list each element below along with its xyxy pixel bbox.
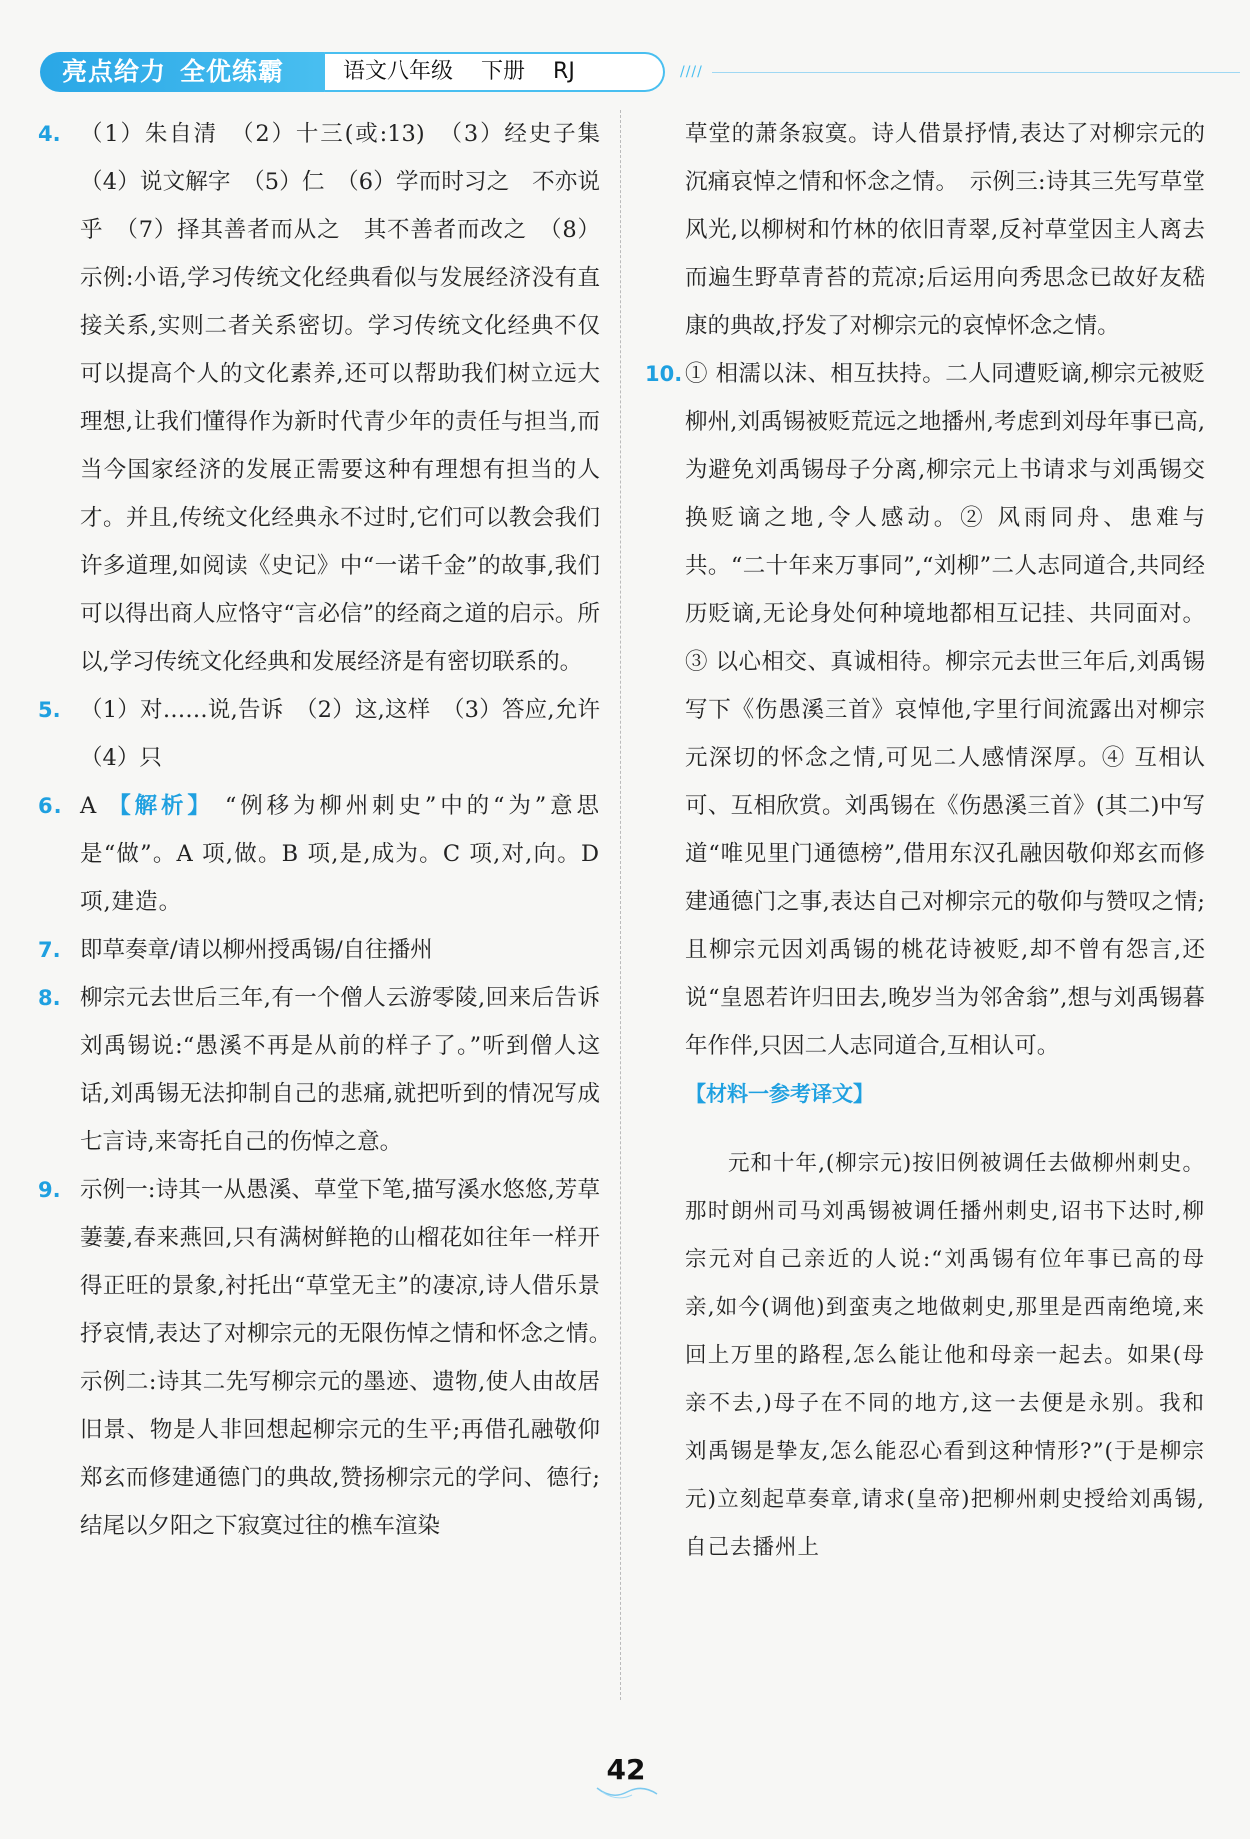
subject-grade: 语文八年级: [343, 59, 454, 84]
answer-text: 柳宗元去世后三年,有一个僧人云游零陵,回来后告诉刘禹锡说:“愚溪不再是从前的样子了。”听到僧人这话,刘禹锡无法抑制自己的悲痛,就把听到的情况写成七言诗,来寄托自己的伤悼之意。: [80, 985, 600, 1155]
answer-6: [38, 782, 600, 926]
left-column: [38, 110, 623, 1550]
subject-edition: RJ: [553, 59, 575, 84]
question-number: 7.: [38, 938, 61, 962]
question-number: 9.: [38, 1178, 61, 1202]
subject-volume: 下册: [481, 59, 526, 84]
question-number: 5.: [38, 698, 61, 722]
answer-9: [38, 1166, 623, 1550]
question-number: 10.: [645, 362, 683, 386]
column-divider: [620, 110, 621, 1700]
question-number: 6.: [38, 794, 63, 818]
answer-5: [38, 686, 623, 782]
translation-text: 元和十年,(柳宗元)按旧例被调任去做柳州刺史。那时朗州司马刘禹锡被调任播州刺史,诏书下达时,柳宗元对自己亲近的人说:“刘禹锡有位年事已高的母亲,如今(调他)到蛮夷之地做刺史,那里是西南绝境,来回上万里的路程,怎么能让他和母亲一起去。如果(母亲不去,)母子在不同的地方,这一去便是永别。我和刘禹锡是挚友,怎么能忍心看到这种情形?”(于是柳宗元)立刻起草奏章,请求(皇帝)把柳州刺史授给刘禹锡,自己去播州上: [685, 1150, 1205, 1560]
answer-text: 示例一:诗其一从愚溪、草堂下笔,描写溪水悠悠,芳草萋萋,春来燕回,只有满树鲜艳的山榴花如往年一样开得正旺的景象,衬托出“草堂无主”的凄凉,诗人借乐景抒哀情,表达了对柳宗元的无限伤悼之情和怀念之情。 示例二:诗其二先写柳宗元的墨迹、遗物,使人由故居旧景、物是人非回想起柳宗元的生平;再借孔融敬仰郑玄而修建通德门的典故,赞扬柳宗元的学问、德行;结尾以夕阳之下寂寞过往的樵车渲染: [80, 1177, 623, 1539]
analysis-text: “例移为柳州刺史”中的“为”意思是“做”。A 项,做。B 项,是,成为。C 项,对,向。D 项,建造。: [80, 793, 600, 915]
analysis-tag: 【解析】: [108, 793, 214, 819]
answer-4: [38, 110, 623, 686]
page-header: [40, 52, 1210, 92]
page-number: 42: [606, 1753, 646, 1786]
question-number: 8.: [38, 986, 61, 1010]
brand-name-b: 全优练霸: [180, 57, 285, 86]
answer-text: （1）朱自清 （2）十三(或:13) （3）经史子集 （4）说文解字 （5）仁 （6）学而时习之 不亦说乎 （7）择其善者而从之 其不善者而改之 （8）示例:小语,学习传统文化经典看似与发展经济没有直接关系,实则二者关系密切。学习传统文化经典不仅可以提高个人的文化素养,还可以帮助我们树立远大理想,让我们懂得作为新时代青少年的责任与担当,而当今国家经济的发展正需要这种有理想有担当的人才。并且,传统文化经典永不过时,它们可以教会我们许多道理,如阅读《史记》中“一诺千金”的故事,我们可以得出商人应恪守“言必信”的经商之道的启示。所以,学习传统文化经典和发展经济是有密切联系的。: [80, 121, 623, 675]
answer-text: 草堂的萧条寂寞。诗人借景抒情,表达了对柳宗元的沉痛哀悼之情和怀念之情。 示例三:诗其三先写草堂风光,以柳树和竹林的依旧青翠,反衬草堂因主人离去而遍生野草青苔的荒凉;后运用向秀思念已故好友嵇康的典故,抒发了对柳宗元的哀悼怀念之情。: [685, 121, 1205, 339]
answer-choice: A: [80, 793, 98, 819]
answer-text: ① 相濡以沫、相互扶持。二人同遭贬谪,柳宗元被贬柳州,刘禹锡被贬荒远之地播州,考虑到刘母年事已高,为避免刘禹锡母子分离,柳宗元上书请求与刘禹锡交换贬谪之地,令人感动。② 风雨同舟、患难与共。“二十年来万事同”,“刘柳”二人志同道合,共同经历贬谪,无论身处何种境地都相互记挂、共同面对。③ 以心相交、真诚相待。柳宗元去世三年后,刘禹锡写下《伤愚溪三首》哀悼他,字里行间流露出对柳宗元深切的怀念之情,可见二人感情深厚。④ 互相认可、互相欣赏。刘禹锡在《伤愚溪三首》(其二)中写道“唯见里门通德榜”,借用东汉孔融因敬仰郑玄而修建通德门之事,表达自己对柳宗元的敬仰与赞叹之情;且柳宗元因刘禹锡的桃花诗被贬,却不曾有怨言,还说“皇恩若许归田去,晚岁当为邻舍翁”,想与刘禹锡暮年作伴,只因二人志同道合,互相认可。: [685, 361, 1205, 1059]
brand-name-a: 亮点给力: [62, 57, 167, 86]
answer-8: [38, 974, 600, 1166]
answer-10: [645, 350, 1205, 1070]
header-slash-decoration: ////: [680, 64, 703, 80]
answer-7: [38, 926, 600, 974]
answer-9-continued: [685, 110, 1205, 350]
answer-text: （1）对……说,告诉 （2）这,这样 （3）答应,允许 （4）只: [80, 697, 623, 771]
right-column: [645, 110, 1205, 1593]
series-brand-banner: [40, 52, 328, 92]
answer-text: 即草奏章/请以柳州授禹锡/自往播州: [80, 937, 433, 963]
question-number: 4.: [38, 122, 61, 146]
translation-heading: 【材料一参考译文】: [685, 1082, 874, 1106]
subject-label: [325, 52, 665, 92]
header-rule: [712, 72, 1240, 73]
